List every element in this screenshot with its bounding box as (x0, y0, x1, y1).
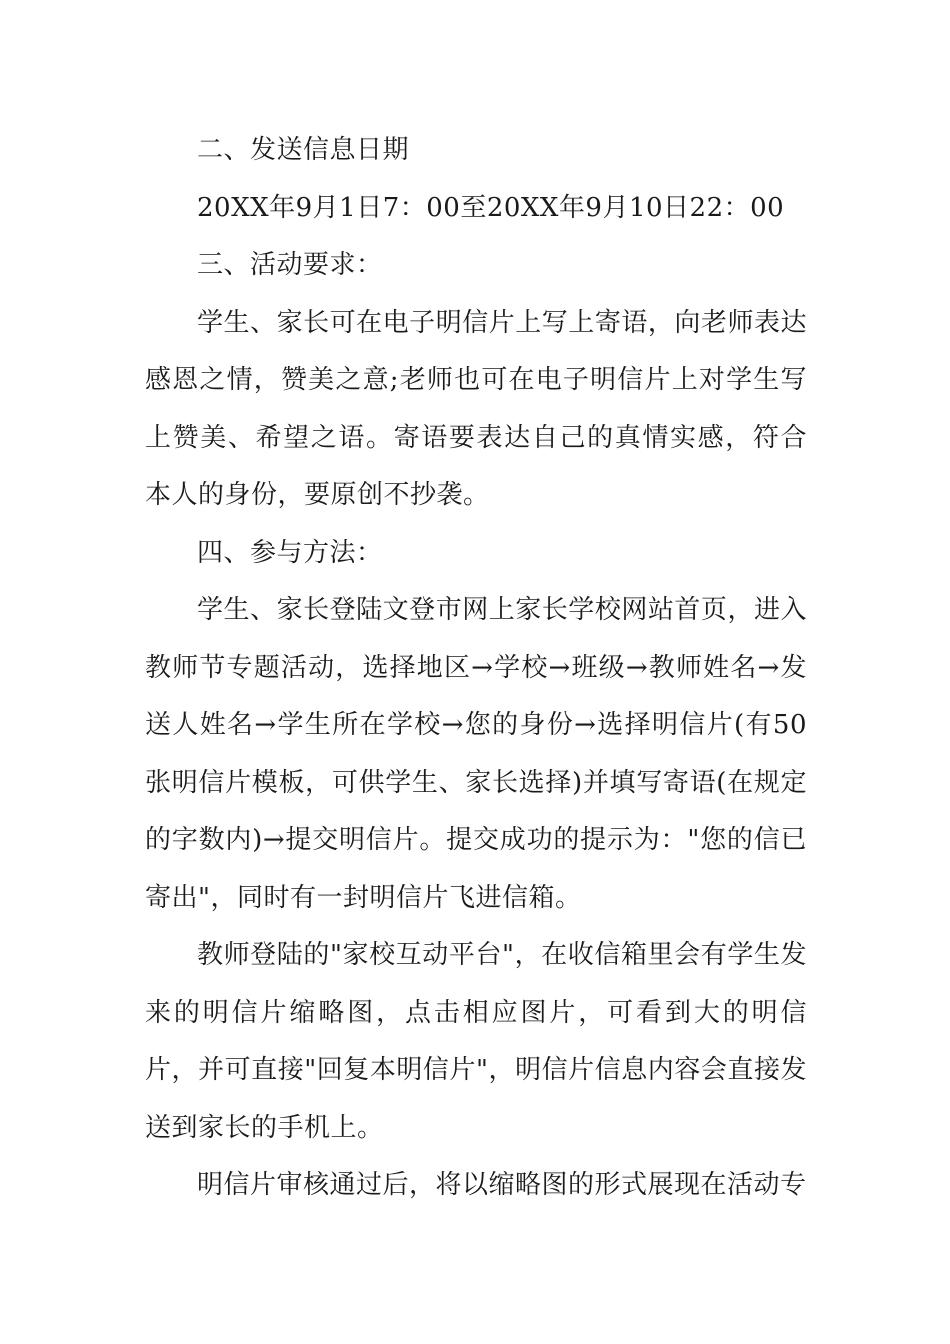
method-paragraph-2: 教师登陆的"家校互动平台"，在收信箱里会有学生发来的明信片缩略图，点击相应图片，可看到大的明信片，并可直接"回复本明信片"，明信片信息内容会直接发送到家长的手机上。 (145, 940, 807, 1143)
send-date-range: 20XX年9月1日7：00至20XX年9月10日22：00 (197, 192, 785, 223)
document-content (145, 122, 807, 1215)
section-heading-method: 四、参与方法： (197, 537, 383, 568)
method-paragraph-3: 明信片审核通过后，将以缩略图的形式展现在活动专 (197, 1170, 807, 1200)
method-paragraph-1: 学生、家长登陆文登市网上家长学校网站首页，进入教师节专题活动，选择地区→学校→班级→教师姓名→发送人姓名→学生所在学校→您的身份→选择明信片(有50张明信片模板，可供学生、家长选择)并填写寄语(在规定的字数内)→提交明信片。提交成功的提示为："您的信已寄出"，同时有一封明信片飞进信箱。 (145, 595, 807, 913)
section-heading-requirements: 三、活动要求： (197, 250, 383, 280)
section-heading-send-date: 二、发送信息日期 (197, 135, 410, 165)
requirements-paragraph: 学生、家长可在电子明信片上写上寄语，向老师表达感恩之情，赞美之意;老师也可在电子明信片上对学生写上赞美、希望之语。寄语要表达自己的真情实感，符合本人的身份，要原创不抄袭。 (145, 307, 807, 510)
